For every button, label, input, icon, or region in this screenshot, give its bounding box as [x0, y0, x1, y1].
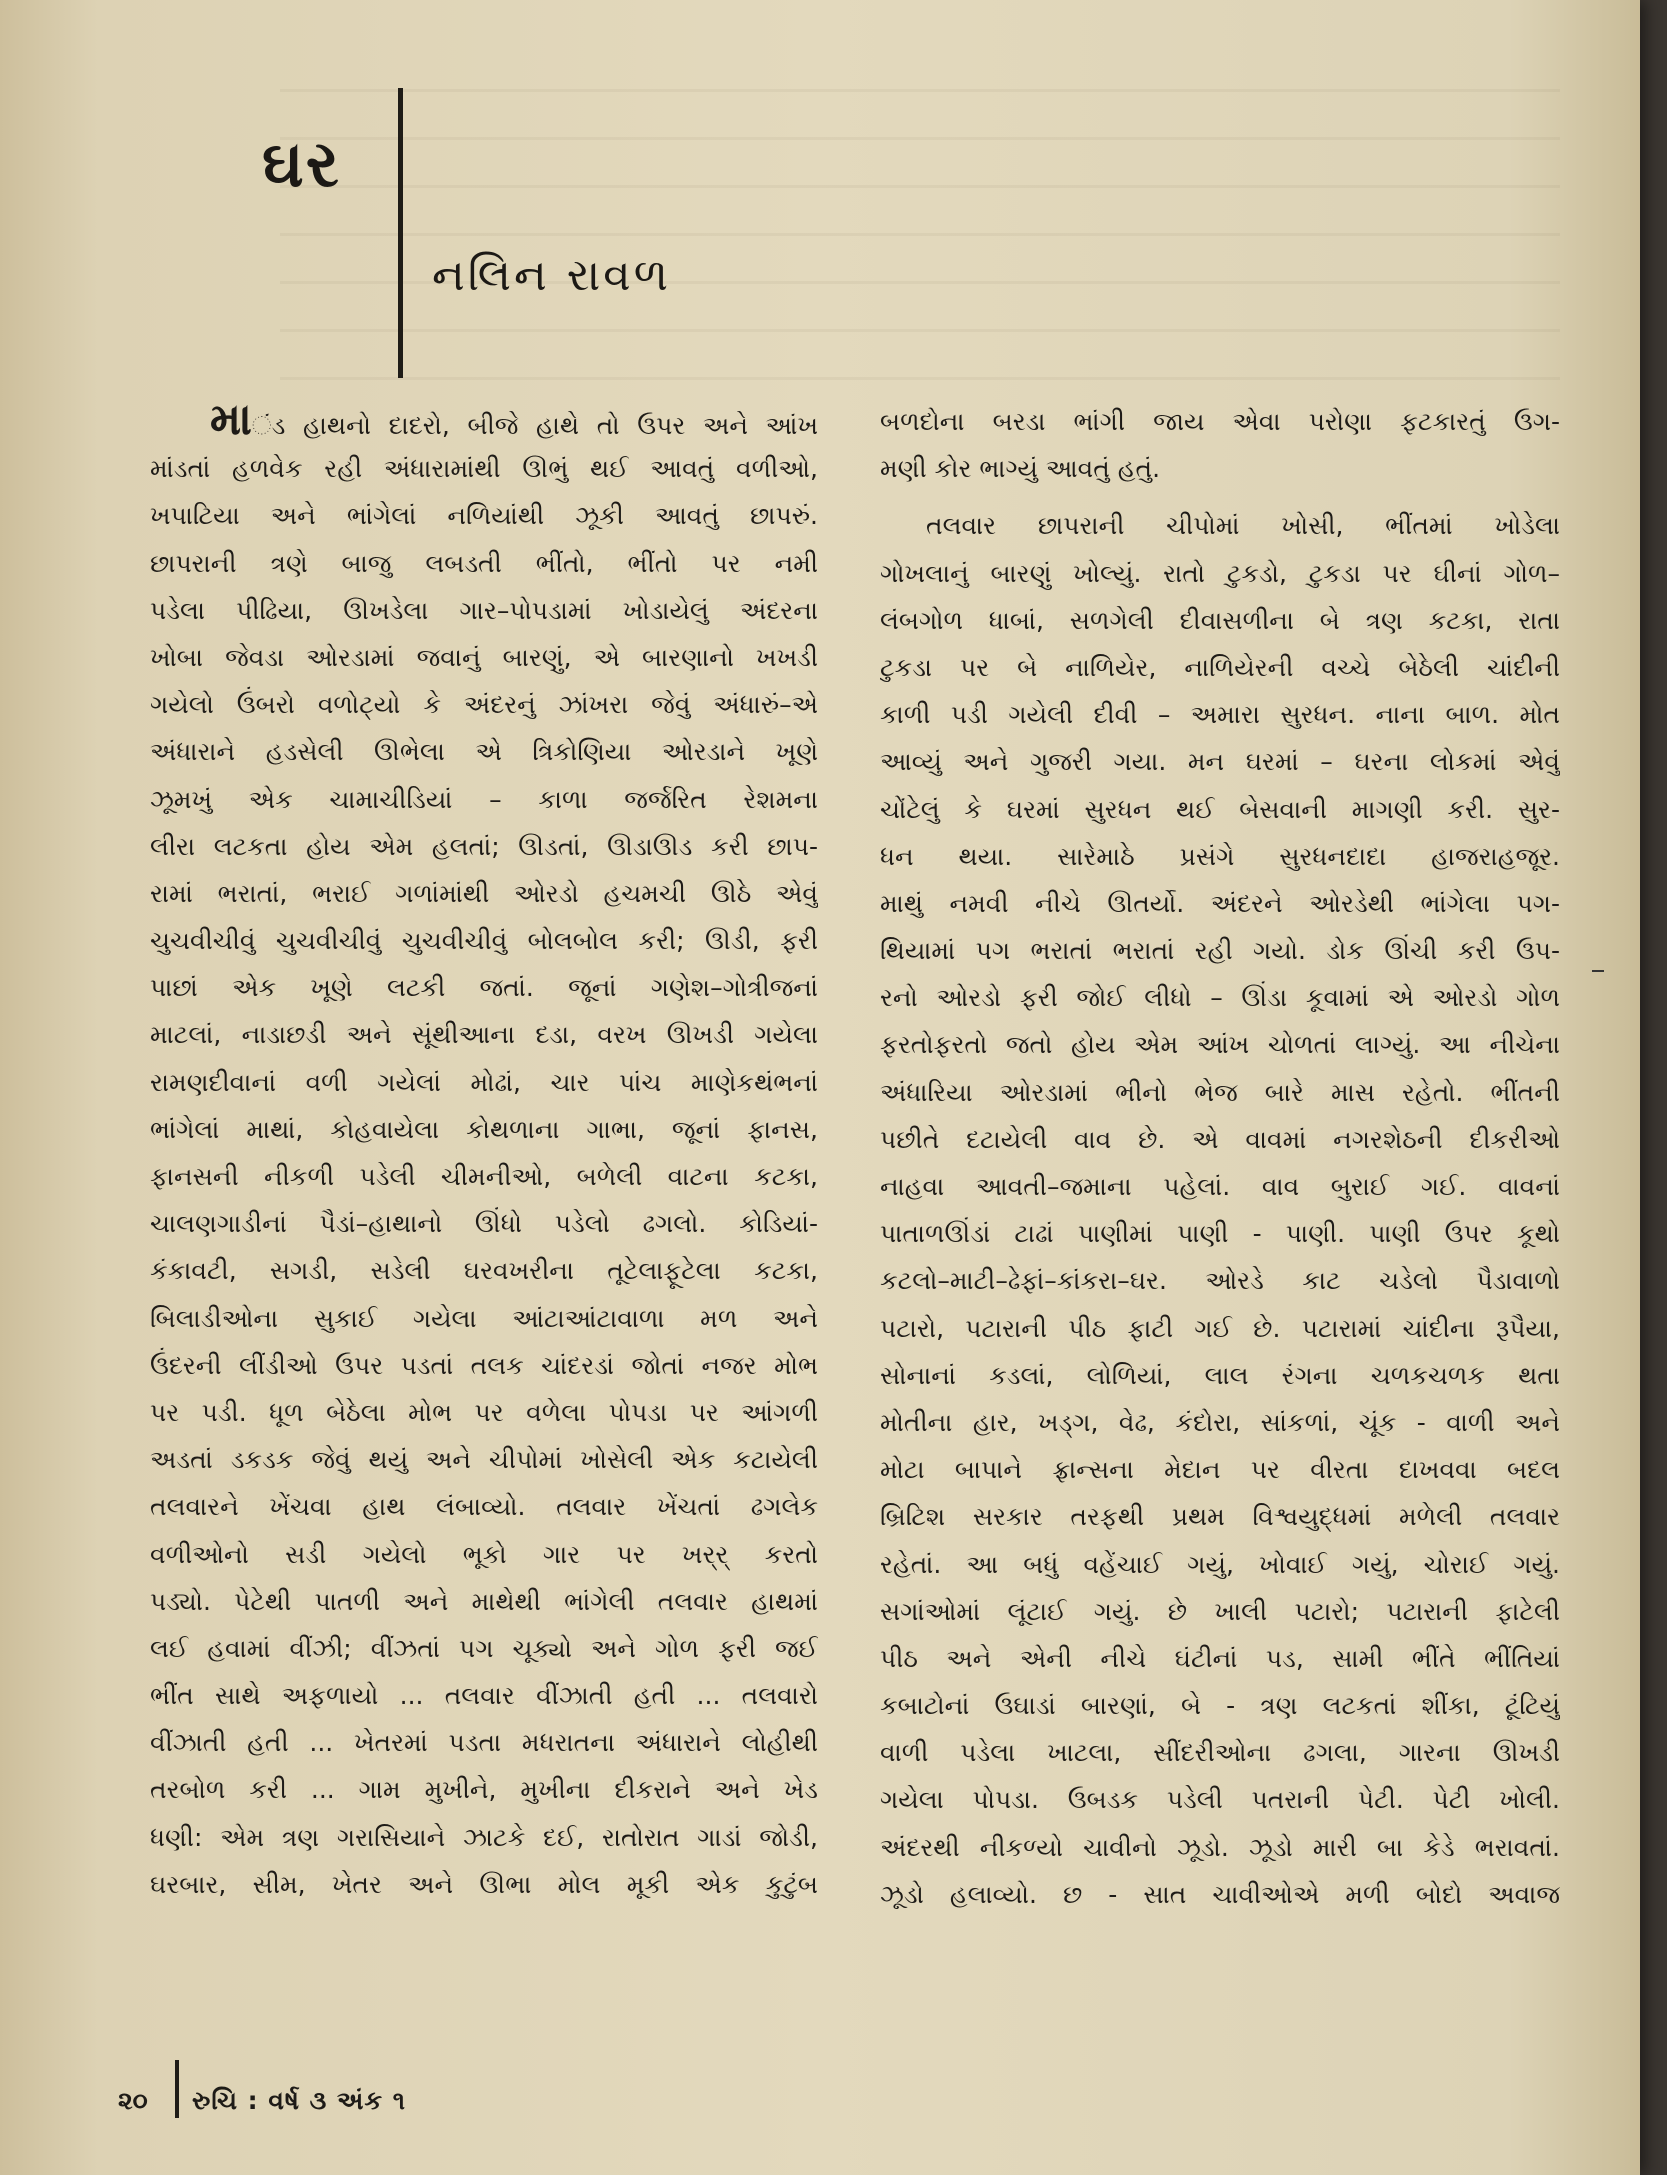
text-line: બ્રિટિશ સરકાર તરફથી પ્રથમ વિશ્વયુદ્ધમાં મળેલી તલવાર: [880, 1502, 1560, 1532]
text-line: ચાલણગાડીનાં પૈડાં–હાથાનો ઊંધો પડેલો ઢગલો. કોડિયાં-: [150, 1209, 818, 1239]
text-line: ઘરબાર, સીમ, ખેતર અને ઊભા મોલ મૂકી એક કુટુંબ: [150, 1869, 818, 1899]
text-line: લઈ હવામાં વીંઝી; વીંઝતાં પગ ચૂક્યો અને ગોળ ફરી જઈ: [150, 1633, 818, 1663]
text-line: વળીઓનો સડી ગયેલો ભૂકો ગાર પર ખર્‌ર્‌ કરતો: [150, 1539, 818, 1569]
text-line: પર પડી. ધૂળ બેઠેલા મોભ પર વળેલા પોપડા પર આંગળી: [150, 1397, 818, 1427]
text-line: ઝૂમખું એક ચામાચીડિયાં – કાળા જર્જરિત રેશમના: [150, 784, 818, 814]
show-through-texture: [280, 60, 1560, 380]
text-line: માટલાં, નાડાછડી અને સૂંથીઆના દડા, વરખ ઊખડી ગયેલા: [150, 1020, 818, 1050]
text-line: સોનાનાં કડલાં, લોળિયાં, લાલ રંગના ચળકચળક થતા: [880, 1360, 1560, 1390]
text-column-right: [880, 398, 1560, 1918]
text-line: મોટા બાપાને ફ્રાન્સના મેદાન પર વીરતા દાખવવા બદલ: [880, 1455, 1560, 1485]
text-line: તલવારને ખેંચવા હાથ લંબાવ્યો. તલવાર ખેંચતાં ઢગલેક: [150, 1492, 818, 1522]
text-line: આવ્યું અને ગુજરી ગયા. મન ઘરમાં – ઘરના લોકમાં એવું: [880, 747, 1560, 777]
title-divider: [398, 88, 403, 378]
text-line: ઉંદરની લીંડીઓ ઉપર પડતાં તલક ચાંદરડાં જોતાં નજર મોભ: [150, 1350, 818, 1380]
text-line: ગયેલા પોપડા. ઉબડક પડેલી પતરાની પેટી. પેટી ખોલી.: [880, 1785, 1560, 1815]
journal-info: રુચિ : વર્ષ ૩ અંક ૧: [192, 2086, 406, 2115]
footer-divider: [175, 2060, 179, 2118]
text-line: બળદોના બરડા ભાંગી જાય એવા પરોણા ફટકારતું ઉગ-: [880, 407, 1560, 436]
text-line: ખોબા જેવડા ઓરડામાં જવાનું બારણું, એ બારણાનો ખખડી: [150, 642, 818, 672]
text-line: સગાંઓમાં લૂંટાઈ ગયું. છે ખાલી પટારો; પટારાની ફાટેલી: [880, 1596, 1560, 1626]
text-line: ટુકડા પર બે નાળિયેર, નાળિયેરની વચ્ચે બેઠેલી ચાંદીની: [880, 652, 1560, 682]
article-title: ઘર: [262, 128, 341, 202]
text-line: પીઠ અને એની નીચે ઘંટીનાં પડ, સામી ભીંતે ભીંતિયાં: [880, 1643, 1560, 1673]
text-line: ફાનસની નીકળી પડેલી ચીમનીઓ, બળેલી વાટના કટકા,: [150, 1162, 818, 1191]
text-line: પાછાં એક ખૂણે લટકી જતાં. જૂનાં ગણેશ–ગોત્રીજનાં: [150, 973, 818, 1003]
first-line-text: ંડ હાથનો દાદરો, બીજે હાથે તો ઉપર અને આંખ: [251, 411, 818, 440]
text-line: ઝૂડો હલાવ્યો. છ - સાત ચાવીઓએ મળી બોદો અવાજ: [880, 1879, 1560, 1909]
text-line: અંધારિયા ઓરડામાં ભીનો ભેજ બારે માસ રહેતો. ભીંતની: [880, 1077, 1560, 1107]
text-line: રામણદીવાનાં વળી ગયેલાં મોઢાં, ચાર પાંચ માણેકથંભનાં: [150, 1067, 818, 1097]
text-line: ખપાટિયા અને ભાંગેલાં નળિયાંથી ઝૂકી આવતું છાપરું.: [150, 501, 818, 531]
text-line: રહેતાં. આ બધું વહેંચાઈ ગયું, ખોવાઈ ગયું, ચોરાઈ ગયું.: [880, 1549, 1560, 1579]
text-line: મણી કોર ભાગ્યું આવતું હતું.: [880, 454, 1161, 484]
right-paragraph-1: [880, 398, 1560, 492]
text-line: ચોંટેલું કે ઘરમાં સુરધન થઈ બેસવાની માગણી કરી. સુર-: [880, 794, 1560, 824]
text-line: અંદરથી નીકળ્યો ચાવીનો ઝૂડો. ઝૂડો મારી બા કેડે ભરાવતાં.: [880, 1832, 1560, 1862]
text-line: માંડતાં હળવેક રહી અંધારામાંથી ઊભું થઈ આવતું વળીઓ,: [150, 454, 818, 484]
text-line: ભીંત સાથે અફળાયો ... તલવાર વીંઝાતી હતી ... તલવારો: [150, 1681, 818, 1711]
text-line: ધણી: એમ ત્રણ ગરાસિયાને ઝાટકે દઈ, રાતોરાત ગાડાં જોડી,: [150, 1822, 818, 1852]
text-line: પડ્યો. પેટેથી પાતળી અને માથેથી ભાંગેલી તલવાર હાથમાં: [150, 1586, 818, 1616]
text-line: ગયેલો ઉંબરો વળોટ્યો કે અંદરનું ઝાંખરા જેવું અંધારું–એ: [150, 690, 818, 720]
text-line: અંધારાને હડસેલી ઊભેલા એ ત્રિકોણિયા ઓરડાને ખૂણે: [150, 737, 818, 767]
text-line: રનો ઓરડો ફરી જોઈ લીધો – ઊંડા કૂવામાં એ ઓરડો ગોળ: [880, 983, 1560, 1013]
text-line: વીંઝાતી હતી ... ખેતરમાં પડતા મધરાતના અંધારાને લોહીથી: [150, 1728, 818, 1758]
text-line: ધન થયા. સારેમાઠે પ્રસંગે સુરધનદાદા હાજરાહજૂર.: [880, 841, 1560, 871]
text-line: લંબગોળ ધાબાં, સળગેલી દીવાસળીના બે ત્રણ કટકા, રાતા: [880, 605, 1560, 635]
text-line: ભાંગેલાં માથાં, કોહવાયેલા કોથળાના ગાભા, જૂનાં ફાનસ,: [150, 1114, 818, 1144]
text-line: વાળી પડેલા ખાટલા, સીંદરીઓના ઢગલા, ગારના ઊખડી: [880, 1738, 1560, 1768]
right-paragraph-2: [880, 502, 1560, 1918]
text-line: ગોખલાનું બારણું ખોલ્યું. રાતો ટુકડો, ટુકડા પર ઘીનાં ગોળ–: [880, 558, 1560, 588]
text-line: ચુચવીચીવું ચુચવીચીવું ચુચવીચીવું બોલબોલ કરી; ઊડી, ફરી: [150, 926, 818, 956]
text-line: મોતીના હાર, ખડ્‌ગ, વેઢ, કંદોરા, સાંકળાં, ચૂંક - વાળી અને: [880, 1407, 1560, 1437]
text-line: કંકાવટી, સગડી, સડેલી ઘરવખરીના તૂટેલાફૂટેલા કટકા,: [150, 1256, 818, 1286]
first-line: [150, 398, 818, 445]
text-line: તરબોળ કરી ... ગામ મુખીને, મુખીના દીકરાને અને ખેડ: [150, 1775, 818, 1805]
text-line: કબાટોનાં ઉઘાડાં બારણાં, બે - ત્રણ લટકતાં શીંકા, ટૂંટિયું: [880, 1691, 1560, 1721]
margin-mark: [1592, 970, 1604, 972]
text-line: કટલો–માટી–ઢેફાં–કાંકરા–ઘર. ઓરડે કાટ ચડેલો પૈડાવાળો: [880, 1266, 1560, 1296]
text-line: લીરા લટકતા હોય એમ હલતાં; ઊડતાં, ઊડાઊડ કરી છાપ-: [150, 831, 818, 861]
text-line: પછીતે દટાયેલી વાવ છે. એ વાવમાં નગરશેઠની દીકરીઓ: [880, 1124, 1560, 1154]
text-line: નાહવા આવતી–જમાના પહેલાં. વાવ બુરાઈ ગઈ. વાવનાં: [880, 1172, 1560, 1201]
text-line: પડેલા પીઢિયા, ઊખડેલા ગાર–પોપડામાં ખોડાયેલું અંદરના: [150, 595, 818, 625]
text-line: થિયામાં પગ ભરાતાં ભરાતાં રહી ગયો. ડોક ઊંચી કરી ઉપ-: [880, 936, 1560, 966]
text-line: પાતાળઊંડાં ટાઢાં પાણીમાં પાણી - પાણી. પાણી ઉપર કૂથો: [880, 1219, 1560, 1249]
text-line: તલવાર છાપરાની ચીપોમાં ખોસી, ભીંતમાં ખોડેલા: [926, 511, 1560, 541]
text-column-left: [150, 398, 818, 1908]
text-line: અડતાં ડકડક જેવું થયું અને ચીપોમાં ખોસેલી એક કટાયેલી: [150, 1445, 818, 1475]
text-line: બિલાડીઓના સુકાઈ ગયેલા આંટાઆંટાવાળા મળ અને: [150, 1303, 818, 1333]
text-line: માથું નમવી નીચે ઊતર્યો. અંદરને ઓરડેથી ભાંગેલા પગ-: [880, 888, 1560, 918]
page-number: ૨૦: [118, 2086, 148, 2115]
text-line: કાળી પડી ગયેલી દીવી – અમારા સુરધન. નાના બાળ. મોત: [880, 700, 1560, 730]
text-line: પટારો, પટારાની પીઠ ફાટી ગઈ છે. પટારામાં ચાંદીના રૂપૈયા,: [880, 1313, 1560, 1343]
paragraph-gap: [880, 492, 1560, 502]
text-line: રામાં ભરાતાં, ભરાઈ ગળાંમાંથી ઓરડો હચમચી ઊઠે એવું: [150, 878, 818, 908]
text-line: છાપરાની ત્રણે બાજુ લબડતી ભીંતો, ભીંતો પર નમી: [150, 548, 818, 578]
text-line: ફરતોફરતો જતો હોય એમ આંખ ચોળતાં લાગ્યું. આ નીચેના: [880, 1030, 1560, 1060]
article-author: નલિન રાવળ: [432, 250, 672, 301]
left-lines: [150, 445, 818, 1908]
drop-cap: મા: [210, 398, 252, 445]
